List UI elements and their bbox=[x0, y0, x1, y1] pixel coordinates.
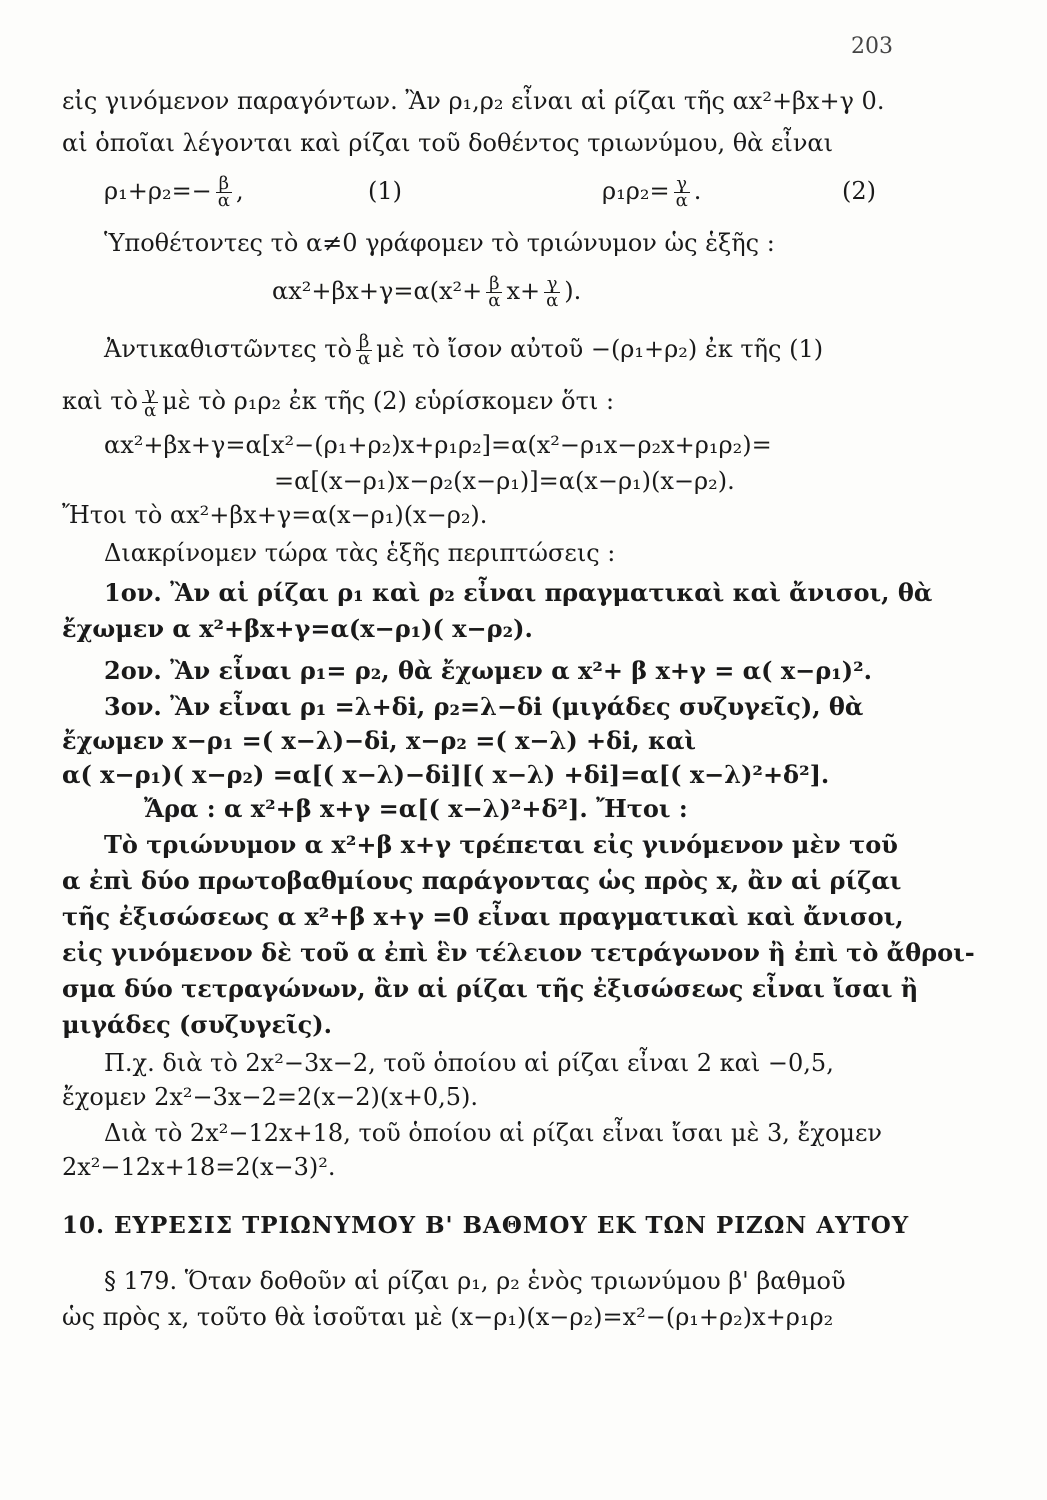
formula-text: ρ₁+ρ₂=− bbox=[104, 177, 212, 205]
text-line: Διακρίνομεν τώρα τὰς ἑξῆς περιπτώσεις : bbox=[104, 539, 616, 567]
formula-line bbox=[272, 273, 582, 311]
fraction-denominator: α bbox=[217, 190, 230, 211]
fraction-denominator: α bbox=[675, 190, 688, 211]
rule-line: μιγάδες (συζυγεῖς). bbox=[62, 1010, 332, 1039]
formula-text: μὲ τὸ ρ₁ρ₂ ἐκ τῆς (2) εὑρίσκομεν ὅτι : bbox=[162, 387, 615, 415]
formula-text: Ἀντικαθιστῶντες τὸ bbox=[104, 335, 353, 363]
fraction-numerator: γ bbox=[544, 276, 560, 293]
fraction bbox=[356, 331, 372, 369]
page-number: 203 bbox=[851, 34, 893, 59]
rule-line: εἰς γινόμενον δὲ τοῦ α ἐπὶ ἓν τέλειον τετράγωνον ἢ ἐπὶ τὸ ἄθροι- bbox=[62, 938, 975, 967]
fraction bbox=[486, 273, 502, 311]
formula-text: καὶ τὸ bbox=[62, 387, 138, 415]
case-line: 1ον. Ἂν αἱ ρίζαι ρ₁ καὶ ρ₂ εἶναι πραγματικαὶ καὶ ἄνισοι, θὰ bbox=[104, 578, 933, 607]
formula-line: ρ₁ρ₂= $\frac{\gamma}{\alpha}$ . bbox=[602, 173, 702, 211]
fraction-denominator: α bbox=[488, 290, 501, 311]
rule-line: σμα δύο τετραγώνων, ἂν αἱ ρίζαι τῆς ἐξισώσεως εἶναι ἴσαι ἢ bbox=[62, 974, 919, 1003]
fraction bbox=[674, 173, 690, 211]
fraction-numerator: β bbox=[216, 176, 232, 193]
case-line: 2ον. Ἂν εἶναι ρ₁= ρ₂, θὰ ἔχωμεν α x²+ β x+γ = α( x−ρ₁)². bbox=[104, 656, 872, 685]
formula-line bbox=[62, 383, 615, 421]
formula-text: αx²+βx+γ=α(x²+ bbox=[272, 277, 483, 305]
case-line: ἔχωμεν x−ρ₁ =( x−λ)−δi, x−ρ₂ =( x−λ) +δi, καὶ bbox=[62, 726, 697, 755]
example-line: Διὰ τὸ 2x²−12x+18, τοῦ ὁποίου αἱ ρίζαι εἶναι ἴσαι μὲ 3, ἔχομεν bbox=[104, 1119, 883, 1147]
formula-text: x+ bbox=[506, 277, 541, 305]
formula-text: ρ₁ρ₂= bbox=[602, 177, 670, 205]
equation-number: (2) bbox=[842, 177, 876, 205]
formula-text: ). bbox=[564, 277, 582, 305]
example-line: ἔχομεν 2x²−3x−2=2(x−2)(x+0,5). bbox=[62, 1083, 479, 1111]
formula-line: ρ₁+ρ₂=− $\frac{\beta}{\alpha}$ , bbox=[104, 173, 244, 211]
text-line: ὡς πρὸς x, τοῦτο θὰ ἰσοῦται μὲ (x−ρ₁)(x−ρ₂)=x²−(ρ₁+ρ₂)x+ρ₁ρ₂ bbox=[62, 1303, 834, 1331]
fraction-denominator: α bbox=[143, 400, 157, 421]
case-line: 3ον. Ἂν εἶναι ρ₁ =λ+δi, ρ₂=λ−δi (μιγάδες συζυγεῖς), θὰ bbox=[104, 692, 864, 721]
section-heading: 10. ΕΥΡΕΣΙΣ ΤΡΙΩΝΥΜΟΥ Β' ΒΑΘΜΟΥ ΕΚ ΤΩΝ ΡΙΖΩΝ ΑΥΤΟΥ bbox=[62, 1212, 910, 1239]
rule-line: τῆς ἐξισώσεως α x²+β x+γ =0 εἶναι πραγματικαὶ καὶ ἄνισοι, bbox=[62, 902, 904, 931]
formula-line: =α[(x−ρ₁)x−ρ₂(x−ρ₁)]=α(x−ρ₁)(x−ρ₂). bbox=[274, 467, 735, 495]
fraction bbox=[216, 173, 232, 211]
text-line: Ὑποθέτοντες τὸ α≠0 γράφομεν τὸ τριώνυμον ὡς ἑξῆς : bbox=[104, 229, 775, 257]
example-line: 2x²−12x+18=2(x−3)². bbox=[62, 1153, 336, 1181]
fraction-numerator: β bbox=[486, 276, 502, 293]
fraction-numerator: γ bbox=[142, 386, 158, 403]
rule-line: α ἐπὶ δύο πρωτοβαθμίους παράγοντας ὡς πρὸς x, ἂν αἱ ρίζαι bbox=[62, 866, 902, 895]
text-line: αἱ ὁποῖαι λέγονται καὶ ρίζαι τοῦ δοθέντος τριωνύμου, θὰ εἶναι bbox=[62, 129, 834, 157]
text-line: εἰς γινόμενον παραγόντων. Ἂν ρ₁,ρ₂ εἶναι αἱ ρίζαι τῆς αx²+βx+γ 0. bbox=[62, 87, 885, 115]
fraction bbox=[142, 383, 158, 421]
case-line: Ἄρα : α x²+β x+γ =α[( x−λ)²+δ²]. Ἤτοι : bbox=[144, 794, 688, 823]
rule-line: Τὸ τριώνυμον α x²+β x+γ τρέπεται εἰς γινόμενον μὲν τοῦ bbox=[104, 830, 898, 859]
case-line: ἔχωμεν α x²+βx+γ=α(x−ρ₁)( x−ρ₂). bbox=[62, 614, 533, 643]
formula-line bbox=[104, 331, 824, 369]
fraction-numerator: γ bbox=[674, 176, 690, 193]
formula-text: μὲ τὸ ἴσον αὐτοῦ −(ρ₁+ρ₂) ἐκ τῆς (1) bbox=[376, 335, 824, 363]
fraction-denominator: α bbox=[546, 290, 559, 311]
text-line: § 179. Ὅταν δοθοῦν αἱ ρίζαι ρ₁, ρ₂ ἑνὸς τριωνύμου β' βαθμοῦ bbox=[104, 1267, 846, 1295]
example-line: Π.χ. διὰ τὸ 2x²−3x−2, τοῦ ὁποίου αἱ ρίζαι εἶναι 2 καὶ −0,5, bbox=[104, 1049, 834, 1077]
text-line: Ἤτοι τὸ αx²+βx+γ=α(x−ρ₁)(x−ρ₂). bbox=[62, 501, 488, 529]
case-line: α( x−ρ₁)( x−ρ₂) =α[( x−λ)−δi][( x−λ) +δi]=α[( x−λ)²+δ²]. bbox=[62, 760, 830, 789]
fraction-numerator: β bbox=[356, 334, 372, 351]
equation-number: (1) bbox=[368, 177, 402, 205]
formula-line: αx²+βx+γ=α[x²−(ρ₁+ρ₂)x+ρ₁ρ₂]=α(x²−ρ₁x−ρ₂x+ρ₁ρ₂)= bbox=[104, 431, 772, 459]
fraction bbox=[544, 273, 560, 311]
fraction-denominator: α bbox=[358, 348, 371, 369]
